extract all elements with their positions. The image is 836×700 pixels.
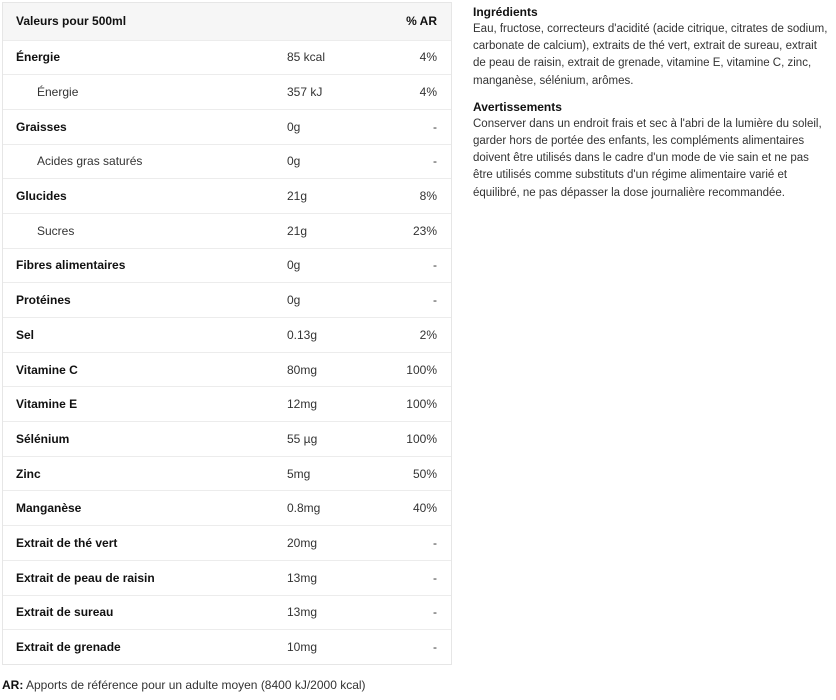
nutrient-name: Extrait de grenade — [16, 640, 121, 655]
nutrient-name: Protéines — [3, 283, 243, 318]
nutrition-table — [3, 3, 451, 664]
nutrient-name: Vitamine E — [3, 387, 243, 422]
nutrient-name: Extrait de sureau — [3, 595, 243, 630]
nutrient-value: 13mg — [243, 595, 373, 630]
nutrient-ar: - — [373, 144, 451, 179]
table-row — [3, 560, 451, 595]
nutrient-name: Zinc — [3, 456, 243, 491]
nutrient-name: Sel — [3, 318, 243, 353]
nutrient-value: 20mg — [243, 526, 373, 561]
table-row — [3, 422, 451, 457]
nutrient-name: Sucres — [3, 213, 243, 248]
table-header-row — [3, 3, 451, 40]
nutrient-value: 0.13g — [243, 318, 373, 353]
nutrient-value: 0.8mg — [243, 491, 373, 526]
warnings-text: Conserver dans un endroit frais et sec à l'abri de la lumière du soleil, garder hors de portée des enfants, les compléments alimentaires doivent être utilisés dans le cadre d'un mode de vie sain et ne pas être utilisés comme substituts d'un régime alimentaire varié et équilibré, ne pas dépasser la dose journalière recommandée. — [473, 117, 822, 199]
table-row — [3, 75, 451, 110]
nutrient-name: Énergie — [3, 40, 243, 75]
nutrient-value: 0g — [243, 109, 373, 144]
nutrient-name: Graisses — [3, 109, 243, 144]
nutrient-ar: - — [373, 560, 451, 595]
ingredients-title: Ingrédients — [473, 5, 538, 19]
nutrient-value: 0g — [243, 248, 373, 283]
table-row — [3, 352, 451, 387]
nutrient-ar: 50% — [373, 456, 451, 491]
nutrient-value: 80mg — [243, 352, 373, 387]
nutrient-ar: 4% — [373, 40, 451, 75]
table-row — [3, 318, 451, 353]
footnote-label: AR: — [2, 678, 24, 692]
nutrient-ar: 100% — [373, 387, 451, 422]
table-row — [3, 456, 451, 491]
nutrient-value: 10mg — [287, 640, 318, 655]
nutrition-table-container — [2, 2, 452, 665]
nutrient-name: Fibres alimentaires — [3, 248, 243, 283]
header-ar: % AR — [373, 3, 451, 40]
nutrient-ar: - — [373, 595, 451, 630]
nutrient-ar: - — [373, 248, 451, 283]
table-row — [3, 213, 451, 248]
nutrient-name: Acides gras saturés — [3, 144, 243, 179]
nutrient-ar: 23% — [373, 213, 451, 248]
nutrient-ar: 100% — [373, 422, 451, 457]
nutrient-value: 13mg — [243, 560, 373, 595]
nutrient-name: Manganèse — [3, 491, 243, 526]
nutrient-ar: - — [373, 109, 451, 144]
nutrient-ar: - — [373, 283, 451, 318]
nutrient-value: 21g — [243, 179, 373, 214]
table-row — [3, 144, 451, 179]
table-row — [3, 248, 451, 283]
nutrient-ar: 100% — [373, 352, 451, 387]
ingredients-text: Eau, fructose, correcteurs d'acidité (acide citrique, citrates de sodium, carbonate de calcium), extraits de thé vert, extrait de sureau, extrait de peau de raisin, extrait de grenade, vitamine E, vitamine C, zinc, manganèse, sélénium, arômes. — [473, 23, 828, 87]
nutrient-ar: - — [373, 526, 451, 561]
nutrient-value: 55 µg — [243, 422, 373, 457]
nutrient-name: Glucides — [3, 179, 243, 214]
nutrient-ar: 2% — [373, 318, 451, 353]
nutrient-ar: - — [433, 640, 437, 655]
nutrient-name: Vitamine C — [3, 352, 243, 387]
table-row — [3, 595, 451, 630]
nutrient-name: Extrait de thé vert — [3, 526, 243, 561]
nutrient-ar: 4% — [373, 75, 451, 110]
table-row — [3, 491, 451, 526]
nutrient-value: 85 kcal — [243, 40, 373, 75]
nutrient-value: 0g — [243, 144, 373, 179]
table-row — [3, 109, 451, 144]
footnote-text: Apports de référence pour un adulte moyen (8400 kJ/2000 kcal) — [23, 678, 366, 692]
nutrient-value: 5mg — [243, 456, 373, 491]
table-row — [3, 387, 451, 422]
nutrient-name: Extrait de peau de raisin — [3, 560, 243, 595]
table-row — [3, 40, 451, 75]
nutrient-ar: 40% — [373, 491, 451, 526]
warnings-title: Avertissements — [473, 99, 562, 114]
nutrient-value: 0g — [243, 283, 373, 318]
nutrient-value: 21g — [243, 213, 373, 248]
footnote — [2, 678, 366, 692]
nutrient-ar: 8% — [373, 179, 451, 214]
header-name: Valeurs pour 500ml — [3, 3, 243, 40]
table-row — [3, 283, 451, 318]
table-row — [3, 630, 451, 665]
table-row — [3, 526, 451, 561]
nutrient-name: Sélénium — [3, 422, 243, 457]
nutrient-value: 357 kJ — [243, 75, 373, 110]
nutrient-name: Énergie — [3, 75, 243, 110]
header-value — [243, 3, 373, 40]
nutrient-value: 12mg — [243, 387, 373, 422]
product-info — [473, 4, 829, 211]
table-row — [3, 179, 451, 214]
